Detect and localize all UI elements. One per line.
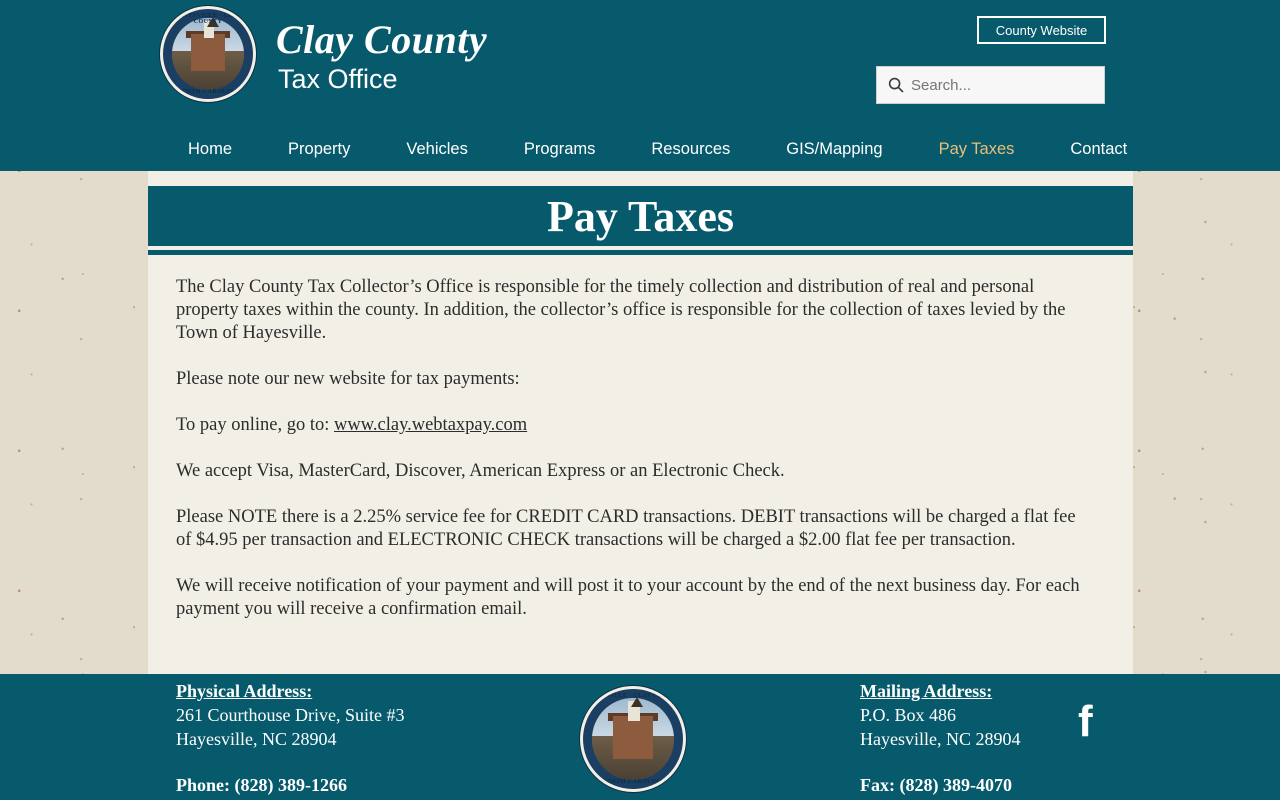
nav-item-pay-taxes[interactable]: Pay Taxes	[938, 140, 1015, 158]
page-title-banner	[148, 186, 1133, 246]
webtaxpay-link[interactable]: www.clay.webtaxpay.com	[334, 415, 528, 435]
nav-item-contact[interactable]: Contact	[1070, 140, 1128, 158]
banner-divider	[148, 250, 1133, 255]
search-box[interactable]	[876, 66, 1105, 104]
paragraph-confirmation: We will receive notification of your payment and will post it to your account by the end of the next business day. For each payment you will receive a confirmation email.	[176, 576, 1080, 619]
site-header	[0, 0, 1280, 171]
nav-item-vehicles[interactable]: Vehicles	[406, 140, 468, 158]
paragraph-pay-online	[176, 414, 1081, 437]
paragraph-fees: Please NOTE there is a 2.25% service fee for CREDIT CARD transactions. DEBIT transactions will be charged a flat fee of $4.95 per transaction and ELECTRONIC CHECK transactions will be charged a $2.00 flat fee per transaction.	[176, 507, 1076, 550]
mailing-address-line2: Hayesville, NC 28904	[860, 729, 1021, 749]
physical-address-line1: 261 Courthouse Drive, Suite #3	[176, 705, 405, 725]
nav-item-home[interactable]: Home	[188, 140, 233, 158]
footer-seal-text-bottom: NORTH CAROLINA	[602, 779, 664, 785]
physical-address-heading: Physical Address:	[176, 681, 313, 701]
seal-text-top: HAYESVILLE · CLAY COUNTY	[174, 13, 242, 25]
site-subtitle: Tax Office	[278, 64, 398, 94]
site-logo[interactable]	[160, 6, 256, 106]
footer-seal-text-top: HAYESVILLE · CLAY COUNTY	[584, 693, 682, 699]
footer-fax: Fax: (828) 389-4070	[860, 775, 1012, 795]
paragraph-note-website: Please note our new website for tax payments:	[176, 369, 520, 389]
page-body	[176, 276, 1081, 644]
footer-county-seal-icon	[580, 686, 686, 792]
footer-physical-address	[176, 679, 404, 797]
mailing-address-line1: P.O. Box 486	[860, 705, 957, 725]
county-seal-icon	[160, 6, 256, 102]
facebook-icon[interactable]: f	[1078, 697, 1093, 746]
nav-item-resources[interactable]: Resources	[651, 140, 731, 158]
footer-mailing-address	[860, 679, 1020, 797]
pay-online-prefix: To pay online, go to:	[176, 415, 334, 435]
search-input[interactable]	[909, 76, 1089, 95]
page-title: Pay Taxes	[546, 191, 735, 241]
footer-phone: Phone: (828) 389-1266	[176, 775, 347, 795]
physical-address-line2: Hayesville, NC 28904	[176, 729, 337, 749]
site-title: Clay County	[276, 17, 488, 62]
nav-item-property[interactable]: Property	[288, 140, 351, 158]
county-website-button[interactable]: County Website	[977, 16, 1106, 44]
paragraph-accepted-cards: We accept Visa, MasterCard, Discover, American Express or an Electronic Check.	[176, 461, 785, 481]
nav-item-gis-mapping[interactable]: GIS/Mapping	[786, 140, 883, 158]
paragraph-intro: The Clay County Tax Collector’s Office is responsible for the timely collection and distribution of real and personal property taxes within the county. In addition, the collector’s office is responsible for the collection of taxes levied by the Town of Hayesville.	[176, 277, 1066, 343]
nav-item-programs[interactable]: Programs	[523, 140, 596, 158]
mailing-address-heading: Mailing Address:	[860, 681, 993, 701]
seal-text-bottom: NORTH CAROLINA	[177, 89, 239, 95]
search-icon	[883, 67, 909, 103]
main-navigation	[0, 128, 1280, 171]
